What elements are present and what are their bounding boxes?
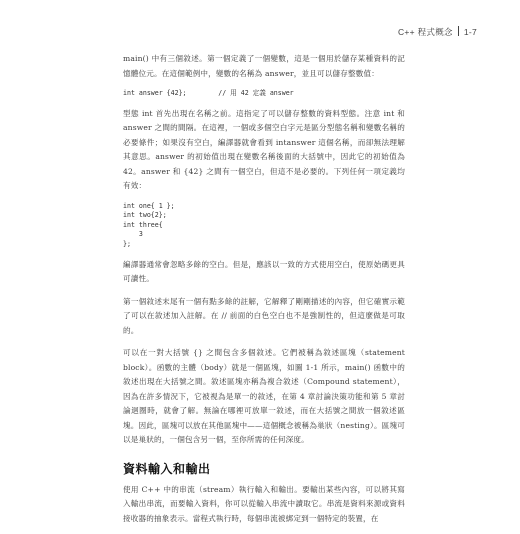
body-paragraph-4: 第一個敘述末尾有一個有點多餘的註解，它解釋了剛剛描述的內容，但它確實示範了可以在敘述加入註解。在 // 前面的白色空白也不是強制性的，但這麼做是可取的。: [123, 296, 405, 335]
page-body: [123, 52, 405, 534]
section-heading: 資料輸入和輸出: [123, 461, 211, 476]
body-paragraph-2: 型態 int 首先出現在名稱之前。這指定了可以儲存整數的資料型態。注意 int 和 answer 之間的間隔。在這裡，一個或多個空白字元是區分型態名稱和變數名稱的必要條件；如果沒有空白，編譯器就會看到 intanswer 這個名稱，而卻無法理解其意思。answer 的初始值出現在變數名稱後面的大括號中，因此它的初始值為 42。answer 和 {42} 之間有一個空白，但這不是必要的。下列任何一項定義均有效：: [123, 108, 405, 191]
body-paragraph-3: 編譯器通常會忽略多餘的空白。但是，應該以一致的方式使用空白，使原始碼更具可讀性。: [123, 259, 405, 284]
running-header: [398, 26, 477, 38]
header-divider: [458, 26, 459, 36]
section-paragraph: 使用 C++ 中的串流（stream）執行輸入和輸出。要輸出某些內容，可以將其寫入輸出串流，而要輸入資料，你可以從輸入串流中讀取它。串流是資料來源或資料接收器的抽象表示。當程式執行時，每個串流被綁定到一個特定的裝置，在: [123, 484, 405, 523]
body-paragraph-1: main() 中有三個敘述。第一個定義了一個變數，這是一個用於儲存某種資料的記憶體位元。在這個範例中，變數的名稱為 answer，並且可以儲存整數值：: [123, 54, 405, 78]
code-snippet-definitions: int one{ 1 }; int two{2}; int three{ 3 };: [123, 201, 175, 248]
body-paragraph-5: 可以在一對大括號 {} 之間包含多個敘述。它們被稱為敘述區塊（statement block）。函數的主體（body）就是一個區塊，如圖 1-1 所示，main() 函數中的敘述出現在大括號之間。敘述區塊亦稱為複合敘述（Compound statement），因為在許多情況下，它被視為是單一的敘述，在第 4 章討論決策功能和第 5 章討論迴圈時，就會了解。無論在哪裡可放單一敘述，而在大括號之間放一個敘述區塊。因此，區塊可以放在其他區塊中——這個概念被稱為巢狀（nesting）。區塊可以是巢狀的，一個包含另一個，至你所需的任何深度。: [123, 348, 405, 445]
page-number: 1-7: [463, 27, 477, 37]
code-snippet-answer: int answer {42}; // 用 42 定義 answer: [123, 89, 294, 97]
chapter-title: C++ 程式概念: [397, 27, 453, 37]
